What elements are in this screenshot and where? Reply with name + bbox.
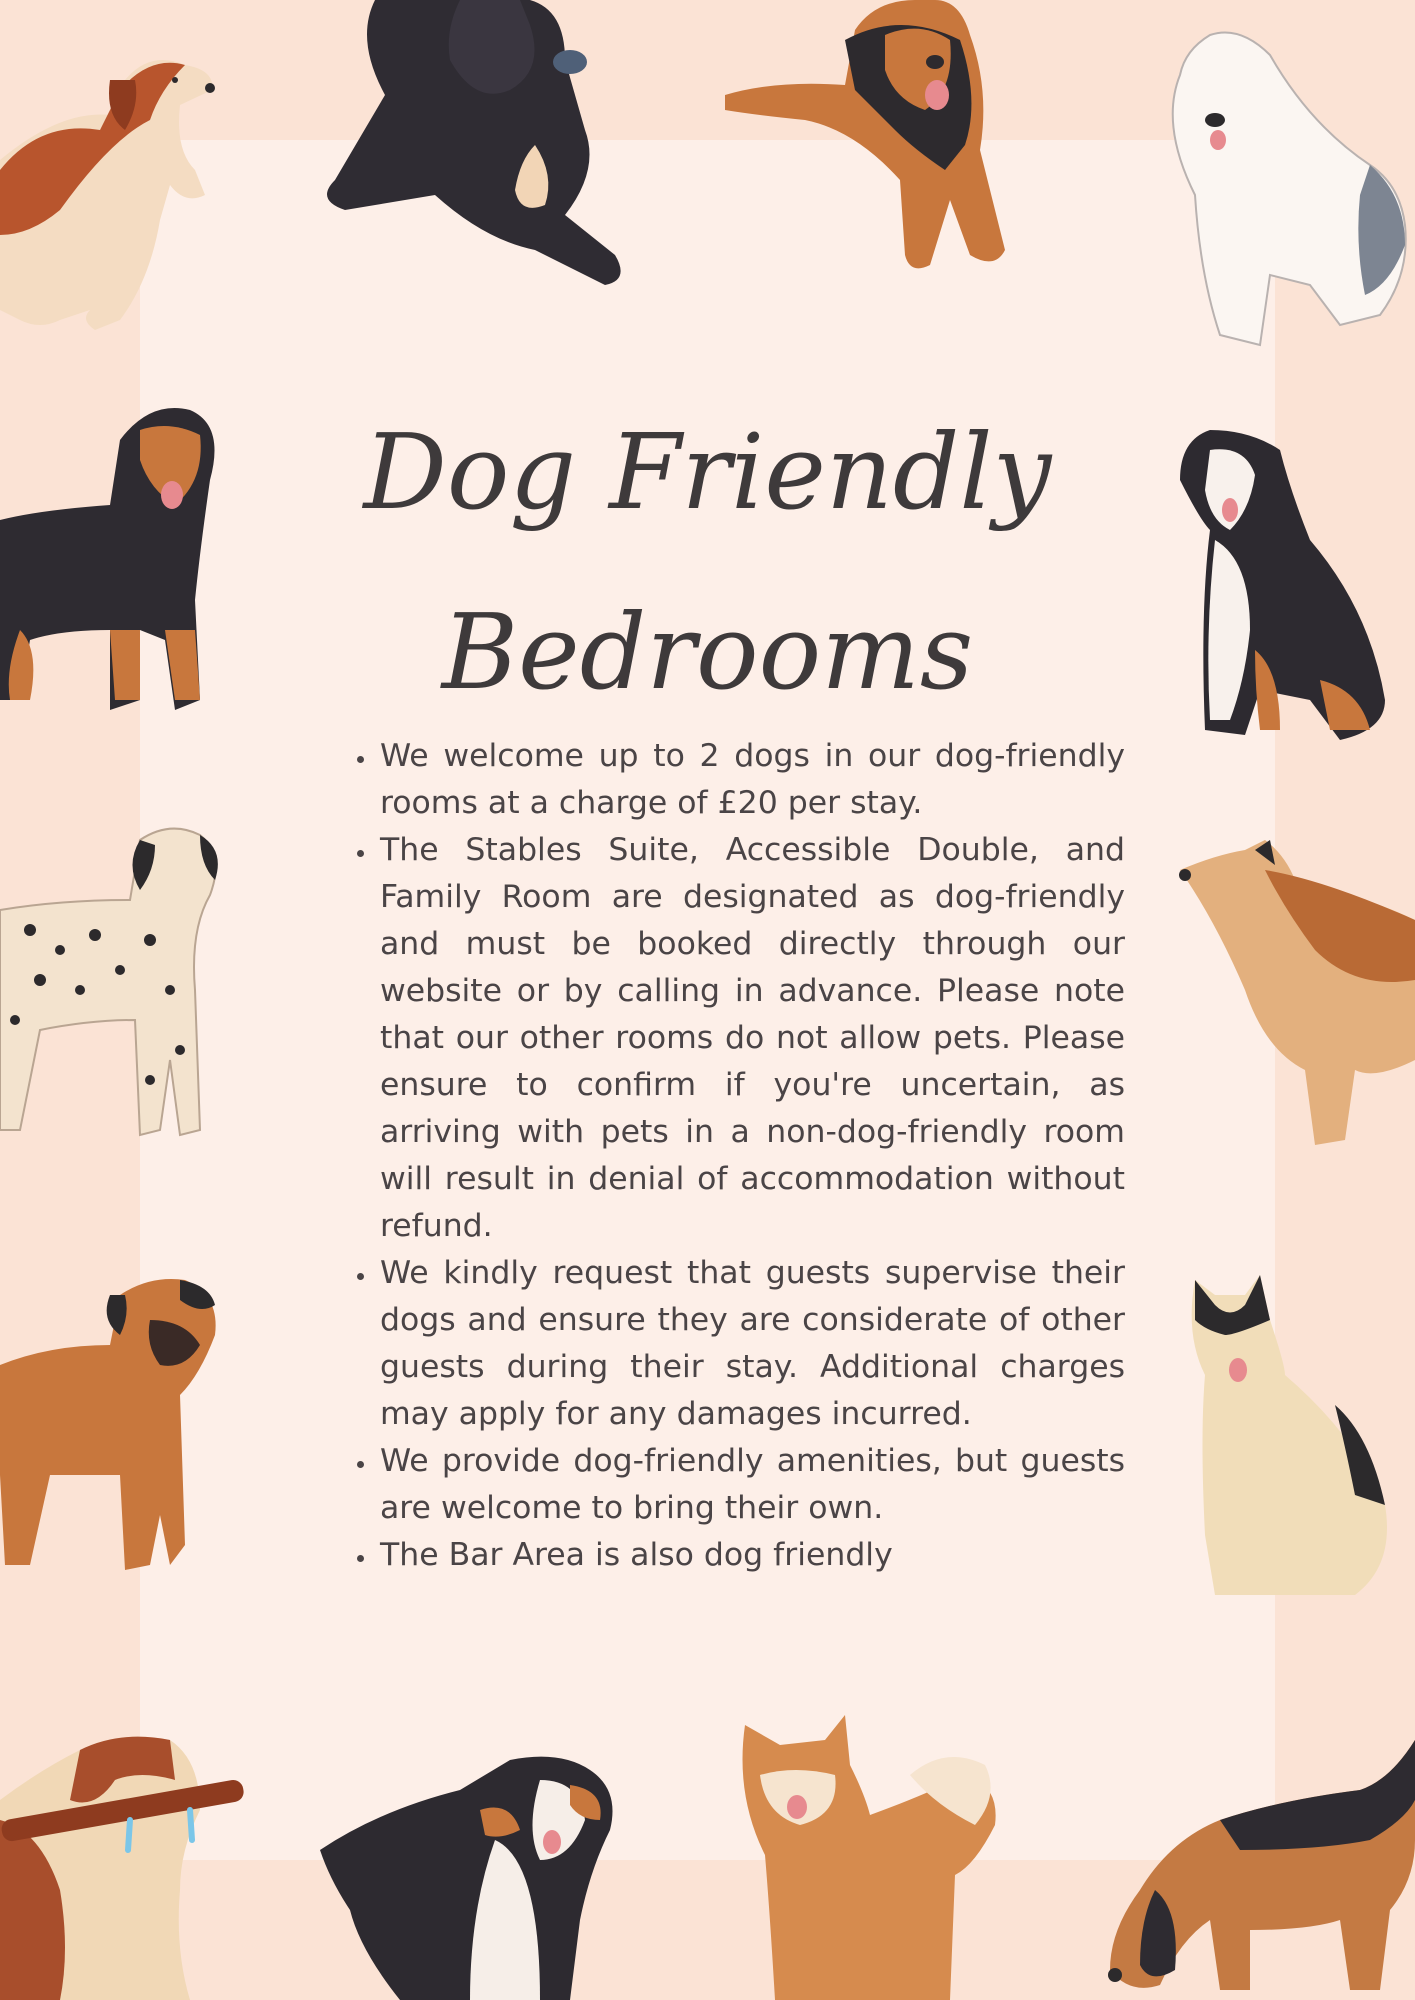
akita-illustration — [735, 1715, 1005, 2000]
policy-item-bar-area: • The Bar Area is also dog friendly — [378, 1532, 1125, 1579]
page-title-line-2: Bedrooms — [441, 591, 974, 713]
old-english-sheepdog-illustration — [1140, 25, 1415, 350]
st-bernard-with-stick-illustration — [0, 1710, 250, 2000]
policy-item-supervision: • We kindly request that guests supervise their dogs and ensure they are considerate of other guests during their stay. Additional charges may apply for any damages incurred. — [378, 1250, 1125, 1438]
husky-sitting-illustration — [1185, 1275, 1410, 1600]
bernese-sitting-illustration — [1170, 430, 1390, 745]
dalmatian-illustration — [0, 820, 225, 1140]
shepherd-side-profile-illustration — [1175, 840, 1415, 1150]
policy-item-dog-limit: • We welcome up to 2 dogs in our dog-friendly rooms at a charge of £20 per stay. — [378, 733, 1125, 827]
policy-item-amenities: • We provide dog-friendly amenities, but guests are welcome to bring their own. — [378, 1438, 1125, 1532]
policy-item-designated-rooms: • The Stables Suite, Accessible Double, and Family Room are designated as dog-friendly and must be booked directly through our website or by calling in advance. Please note that our other rooms do not allow pets. Please ensure to confirm if you're uncertain, as arriving with pets in a non-dog-friendly room will result in denial of accommodation without refund. — [378, 827, 1125, 1250]
boxer-illustration — [0, 1275, 225, 1580]
brown-white-spaniel-illustration — [0, 20, 225, 340]
bernese-mountain-dog-illustration — [320, 1750, 640, 2000]
rottweiler-illustration — [0, 400, 225, 720]
bloodhound-sniffing-illustration — [1100, 1740, 1415, 2000]
black-mastiff-lying-illustration — [315, 0, 645, 290]
page-title-line-1: Dog Friendly — [363, 411, 1052, 533]
german-shepherd-lying-illustration — [725, 0, 1010, 275]
policy-list — [340, 733, 1125, 1579]
